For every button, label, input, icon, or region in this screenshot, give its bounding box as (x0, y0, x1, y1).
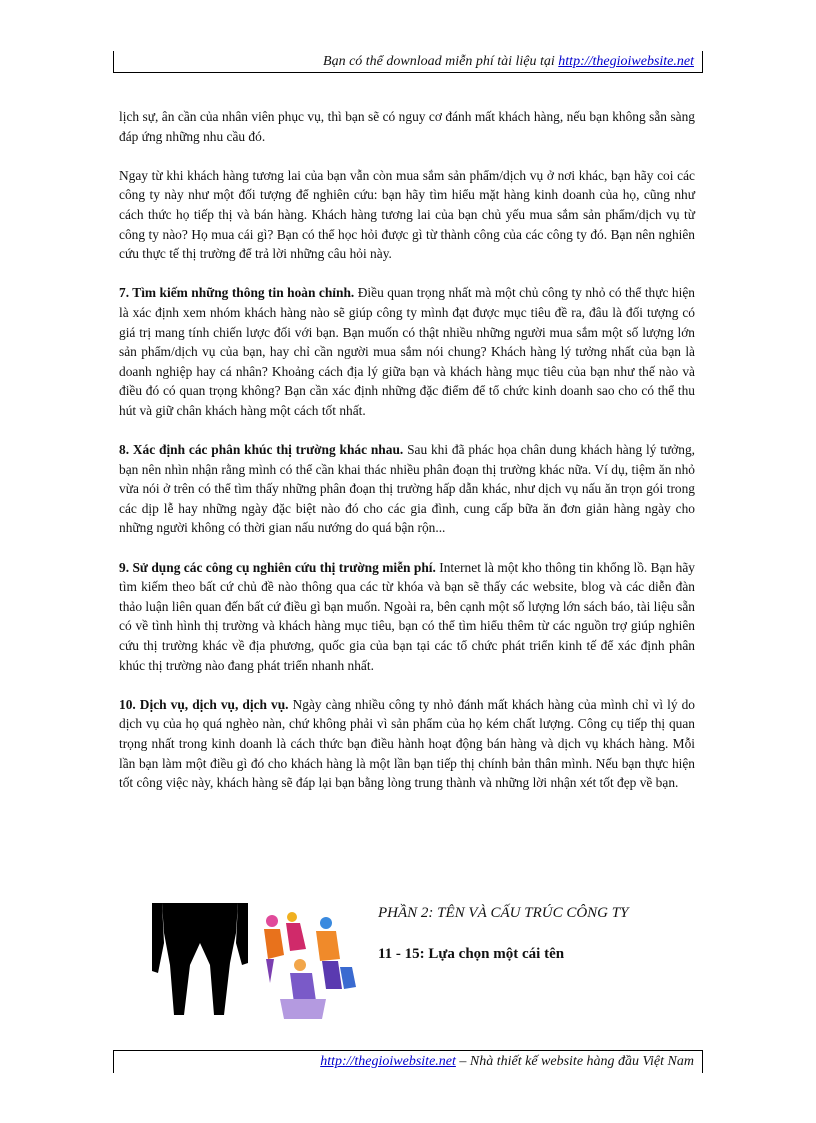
paragraph-heading: 9. Sử dụng các công cụ nghiên cứu thị trường miễn phí. (119, 559, 436, 575)
paragraph-heading: 10. Dịch vụ, dịch vụ, dịch vụ. (119, 696, 289, 712)
paragraph (119, 558, 695, 676)
document-body (119, 107, 695, 812)
page-footer (113, 1050, 703, 1073)
paragraph (119, 283, 695, 420)
paragraph-text: Ngay từ khi khách hàng tương lai của bạn vẫn còn mua sắm sản phẩm/dịch vụ ở nơi khác, bạn hãy coi các công ty này như một đối tượng để nghiên cứu: bạn hãy tìm hiểu mặt hàng kinh doanh của họ, cũng như cách thức họ tiếp thị và bán hàng. Khách hàng tương lai của bạn chủ yếu mua sắm sản phẩm/dịch vụ từ công ty nào? Họ mua cái gì? Bạn có thể học hỏi được gì từ thành công của các công ty đó. Bạn nên nghiên cứu thực tế thị trường để trả lời những câu hỏi này. (119, 167, 695, 262)
paragraph (119, 440, 695, 538)
page-header (113, 51, 703, 73)
header-link[interactable]: http://thegioiwebsite.net (558, 54, 694, 69)
paragraph-text: Internet là một kho thông tin khổng lồ. Bạn hãy tìm kiếm theo bất cứ chủ đề nào thông qua các từ khóa và bạn sẽ thấy các website, blog và các diễn đàn thảo luận liên quan đến bất cứ điều gì bạn muốn. Ngoài ra, bên cạnh một số lượng lớn sách báo, tài liệu sẵn có về tình hình thị trường và khách hàng mục tiêu, bạn có thể tìm hiểu thêm từ các nguồn trợ giúp nghiên cứu thị trường khác về địa phương, quốc gia của bạn tại các tổ chức phát triển kinh tế để xác định phân khúc thị trường nào đang phát triển nhanh nhất. (119, 559, 695, 673)
paragraph-text: Sau khi đã phác họa chân dung khách hàng lý tưởng, bạn nên nhìn nhận rằng mình có thể cần khai thác nhiều phân đoạn thị trường khác nữa. Ví dụ, tiệm ăn nhỏ vừa nói ở trên có thể tìm thấy những phân đoạn thị trường hấp dẫn khác, như dịch vụ nấu ăn trọn gói trong các dịp lễ hay những ngày đặc biệt nào đó cho các gia đình, cung cấp bữa ăn đơn giản hàng ngày cho những người không có thời gian nấu nướng do quá bận rộn... (119, 442, 695, 536)
paragraph-text: Ngày càng nhiều công ty nhỏ đánh mất khách hàng của mình chỉ vì lý do dịch vụ của họ quá nghèo nàn, chứ không phải vì sản phẩm của họ kém chất lượng. Công cụ tiếp thị quan trọng nhất trong kinh doanh là cách thức bạn điều hành hoạt động bán hàng và dịch vụ khách hàng. Mỗi lần bạn làm một điều gì đó cho khách hàng là một lần bạn tiếp thị chính bản thân mình. Nếu bạn thực hiện tốt công việc này, khách hàng sẽ đáp lại bạn bằng lòng trung thành và những lời nhận xét tốt đẹp về bạn. (119, 696, 695, 791)
paragraph-heading: 7. Tìm kiếm những thông tin hoàn chỉnh. (119, 285, 355, 301)
footer-link[interactable]: http://thegioiwebsite.net (320, 1054, 456, 1069)
silhouette-figure (152, 903, 248, 1015)
paragraph-heading: 8. Xác định các phân khúc thị trường khác nhau. (119, 442, 404, 458)
paragraph (119, 695, 695, 793)
footer-suffix: – Nhà thiết kế website hàng đầu Việt Nam (455, 1054, 694, 1069)
paragraph (119, 107, 695, 146)
part-title: PHẦN 2: TÊN VÀ CẤU TRÚC CÔNG TY (378, 905, 629, 921)
section-title: 11 - 15: Lựa chọn một cái tên (378, 946, 565, 962)
footer-text (320, 1054, 694, 1070)
header-prefix: Bạn có thể download miễn phí tài liệu tại (323, 54, 559, 69)
paragraph-text: Điều quan trọng nhất mà một chủ công ty nhỏ có thể thực hiện là xác định xem nhóm khách hàng nào sẽ giúp công ty mình đạt được mục tiêu đề ra, đâu là đối tượng có giá trị mang tính chiến lược đối với bạn. Bạn muốn có thật nhiều những người mua sắm một số lượng lớn sản phẩm/dịch vụ của bạn, hay chỉ cần người mua sắm nói chung? Khách hàng lý tưởng nhất của bạn là doanh nghiệp hay cá nhân? Khoảng cách địa lý giữa bạn và khách hàng mục tiêu của bạn như thế nào và điều đó có quan trọng không? Bạn cần xác định những đặc điểm để tổ chức kinh doanh sao cho có thể thu hút và giữ chân khách hàng một cách tốt nhất. (119, 285, 695, 418)
colorful-figures (264, 912, 356, 1019)
paragraph-text: lịch sự, ân cần của nhân viên phục vụ, thì bạn sẽ có nguy cơ đánh mất khách hàng, nếu bạn không sẵn sàng đáp ứng những nhu cầu đó. (119, 109, 695, 144)
header-text (323, 54, 694, 70)
people-illustration (150, 903, 372, 1023)
paragraph (119, 166, 695, 264)
